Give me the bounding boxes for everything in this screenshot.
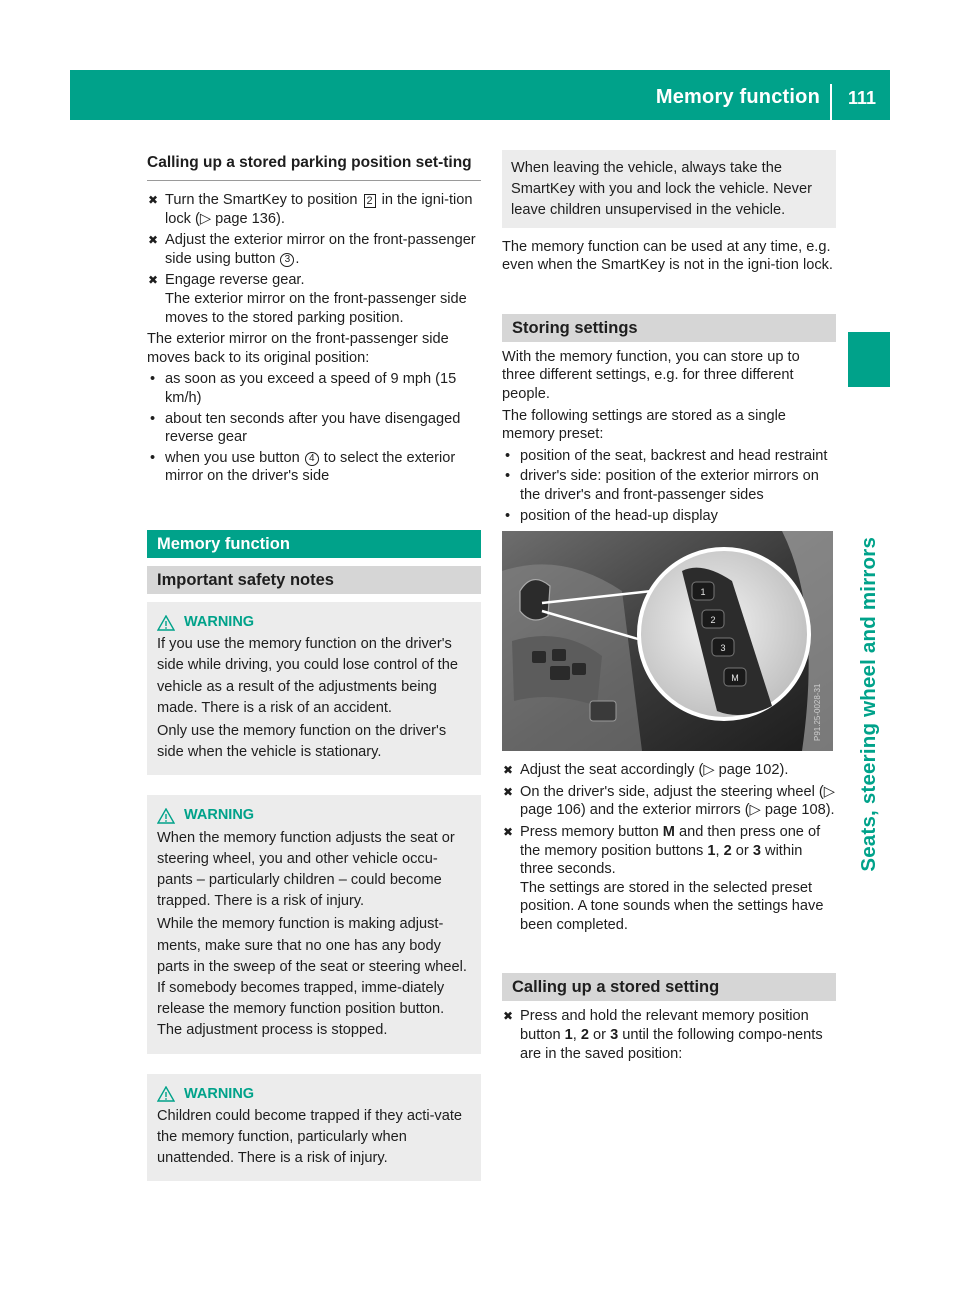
position-button-label: 3 [752, 842, 761, 859]
right-column [502, 150, 836, 1066]
bullet-item [147, 410, 481, 447]
warning-label: WARNING [184, 1085, 255, 1102]
key-position-symbol: 2 [364, 194, 376, 208]
step-text: Press memory button [520, 823, 663, 840]
step-item [502, 761, 836, 780]
bullet-item [502, 447, 836, 466]
header-divider [830, 84, 832, 120]
step-item [147, 271, 481, 327]
step-text: On the driver's side, adjust the steering wheel (▷ page 106) and the exterior mirrors (▷ page 108). [520, 783, 835, 819]
page-header [70, 70, 890, 120]
step-text: and then press one of the memory position buttons [520, 823, 821, 859]
header-title: Memory function [655, 86, 820, 108]
bullet-icon: • [150, 371, 156, 388]
memory-button-label: M [662, 823, 675, 840]
page-number: 111 [847, 88, 876, 108]
bullet-item [502, 467, 836, 504]
step-text: , [715, 842, 724, 859]
bullet-icon: • [150, 410, 156, 427]
bullet-text: about ten seconds after you have disengaged reverse gear [165, 410, 461, 446]
bullet-text: to select the exterior mirror on the driver's side [165, 449, 456, 485]
left-column [147, 150, 481, 1181]
door-panel-illustration [502, 531, 833, 751]
step-result-text: The settings are stored in the selected preset position. A tone sounds when the settings have been completed. [520, 879, 824, 933]
storing-settings-title: Storing settings [502, 314, 836, 342]
paragraph: With the memory function, you can store up to three different settings, e.g. for three different people. [502, 348, 800, 402]
memory-buttons-photo [502, 531, 833, 751]
step-text: or [731, 842, 753, 859]
step-arrow-icon: ✖ [503, 763, 514, 778]
warning-box [147, 795, 481, 1053]
chapter-label [848, 398, 890, 1010]
warning-text: If you use the memory function on the driver's side while driving, you could lose control of the vehicle as a result of the adjustments being made. There is a risk of an accident. [157, 636, 458, 716]
paragraph: The exterior mirror on the front-passenger side moves back to its original position: [147, 331, 449, 366]
warning-box [147, 602, 481, 775]
step-arrow-icon: ✖ [148, 273, 159, 288]
memory-button-label: 1 [700, 587, 706, 598]
position-button-label: 3 [610, 1027, 619, 1044]
note-box [502, 150, 836, 228]
button-number-symbol: 4 [305, 452, 319, 466]
warning-triangle-icon [157, 615, 175, 631]
position-button-label: 2 [723, 842, 732, 859]
subsection-title-bar: Important safety notes [147, 566, 481, 594]
step-text: Adjust the exterior mirror on the front-passenger side using button [165, 232, 476, 267]
warning-text: While the memory function is making adjust-ments, make sure that no one has any body parts in the sweep of the seat or steering wheel. If somebody becomes trapped, imme-diately release the memory function position button. The adjustment process is stopped. [157, 916, 467, 1039]
step-text: Turn the SmartKey to position [165, 192, 362, 208]
step-arrow-icon: ✖ [148, 233, 159, 248]
step-text: , [572, 1027, 581, 1044]
warning-triangle-icon [157, 1086, 175, 1102]
parking-position-heading: Calling up a stored parking position set-ting [147, 154, 472, 171]
button-number-symbol: 3 [280, 253, 294, 267]
paragraph: The memory function can be used at any time, e.g. even when the SmartKey is not in the igni-tion lock. [502, 238, 833, 274]
step-item [502, 823, 836, 935]
step-result-text: The exterior mirror on the front-passenger side moves to the stored parking position. [165, 290, 467, 326]
step-item [502, 783, 836, 820]
bullet-text: position of the seat, backrest and head restraint [520, 447, 828, 464]
step-text: in the igni-tion lock (▷ page 136). [165, 192, 473, 227]
step-text: Press and hold the relevant memory position button [520, 1008, 809, 1044]
note-text: When leaving the vehicle, always take the SmartKey with you and lock the vehicle. Never leave children unsupervised in the vehicle. [511, 160, 812, 219]
position-button-label: 1 [564, 1027, 573, 1044]
bullet-icon: • [505, 447, 511, 464]
step-text: within three seconds. [520, 842, 803, 878]
warning-box [147, 1074, 481, 1182]
bullet-item [147, 370, 481, 407]
bullet-text: driver's side: position of the exterior mirrors on the driver's and front-passenger sides [520, 468, 819, 503]
warning-heading [157, 612, 472, 633]
photo-code: P91.25-0028-31 [813, 683, 822, 742]
step-text: until the following compo-nents are in the saved position: [520, 1027, 823, 1062]
step-item [502, 1007, 836, 1063]
chapter-label-text: Seats, steering wheel and mirrors [856, 536, 880, 872]
warning-label: WARNING [184, 613, 255, 630]
bullet-icon: • [150, 449, 156, 466]
step-arrow-icon: ✖ [148, 193, 159, 207]
warning-label: WARNING [184, 807, 255, 824]
paragraph: The following settings are stored as a single memory preset: [502, 407, 786, 443]
step-text: . [295, 250, 300, 267]
step-item [147, 191, 481, 228]
warning-text: Only use the memory function on the driver's side when the vehicle is stationary. [157, 722, 447, 761]
door-handle [520, 580, 550, 620]
bullet-text: position of the head-up display [520, 507, 718, 524]
step-text: Adjust the seat accordingly (▷ page 102). [520, 762, 789, 779]
position-button-label: 1 [707, 842, 716, 859]
step-arrow-icon: ✖ [503, 784, 514, 799]
step-item [147, 231, 481, 268]
warning-triangle-icon [157, 808, 175, 824]
chapter-tab [848, 332, 890, 387]
step-arrow-icon: ✖ [503, 824, 514, 839]
bullet-item [147, 449, 481, 486]
bullet-text: when you use button [165, 449, 304, 466]
step-arrow-icon: ✖ [503, 1009, 514, 1024]
position-button-label: 2 [580, 1027, 589, 1044]
section-title-bar: Memory function [147, 530, 481, 558]
calling-setting-title: Calling up a stored setting [502, 973, 836, 1001]
bullet-text: as soon as you exceed a speed of 9 mph (15 km/h) [165, 371, 457, 406]
warning-text: Children could become trapped if they acti-vate the memory function, particularly when unattended. There is a risk of injury. [157, 1107, 463, 1167]
warning-heading [157, 1084, 472, 1105]
bullet-icon: • [505, 468, 511, 485]
warning-heading [157, 805, 472, 826]
memory-button-label: 3 [720, 643, 726, 654]
warning-text: When the memory function adjusts the seat or steering wheel, you and other vehicle occu-pants – particularly children – could become trapped. There is a risk of injury. [157, 829, 455, 910]
heading-rule [147, 180, 481, 181]
memory-button-label: 2 [710, 615, 716, 626]
step-text: Engage reverse gear. [165, 272, 305, 289]
bullet-icon: • [505, 507, 511, 524]
step-text: or [589, 1027, 611, 1044]
bullet-item [502, 507, 836, 526]
memory-button-label: M [731, 673, 739, 684]
